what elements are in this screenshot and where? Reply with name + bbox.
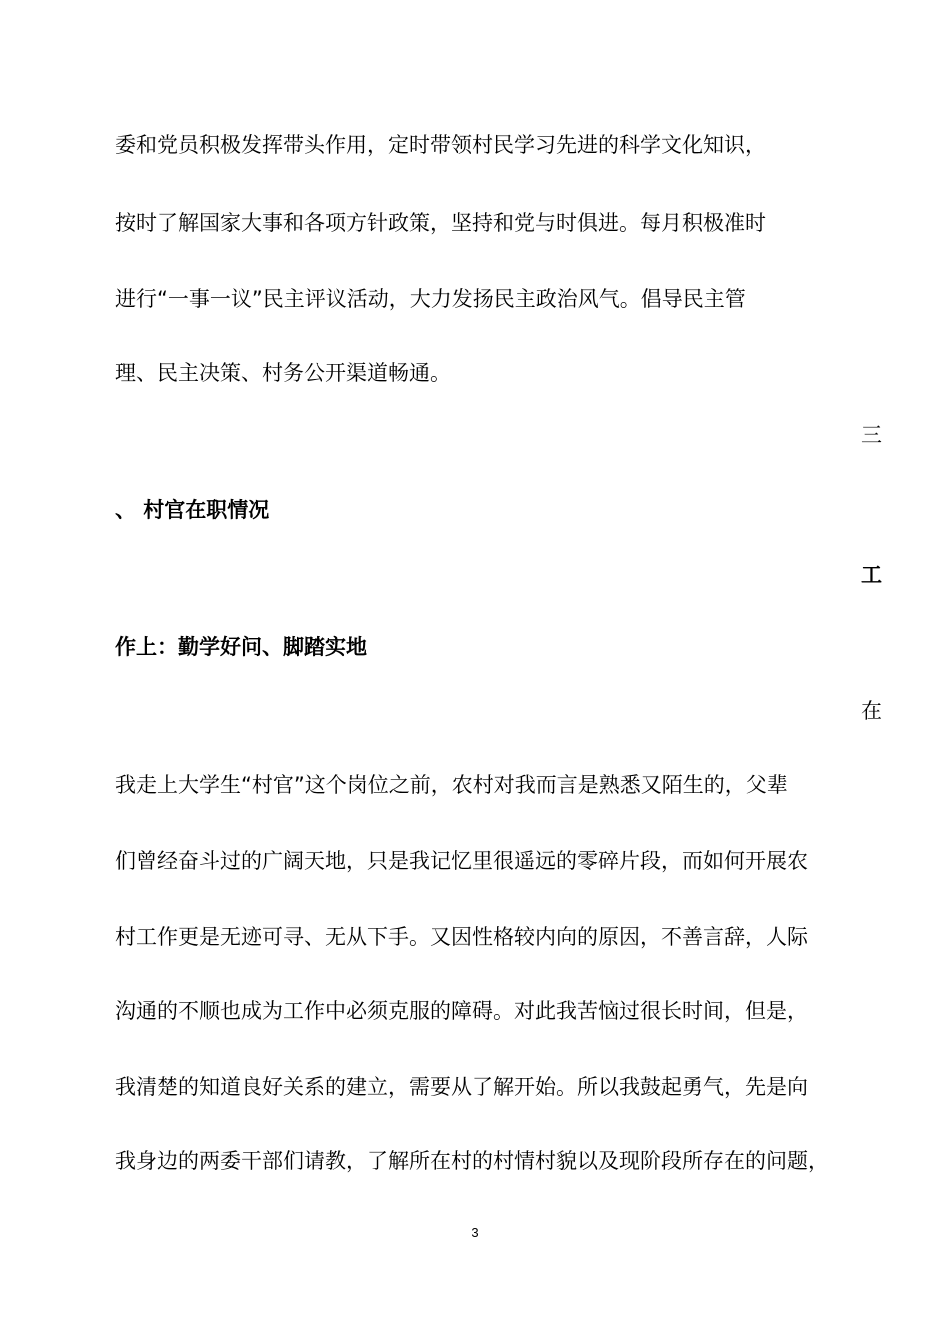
subheading-lead: 工 — [861, 563, 882, 587]
section-heading: 、 村官在职情况 — [115, 498, 270, 522]
page-number: 3 — [471, 1225, 479, 1240]
paragraph-line: 们曾经奋斗过的广阔天地，只是我记忆里很遥远的零碎片段，而如何开展农 — [115, 849, 808, 873]
paragraph-line: 村工作更是无迹可寻、无从下手。又因性格较内向的原因，不善言辞，人际 — [115, 925, 808, 949]
paragraph-line: 按时了解国家大事和各项方针政策，坚持和党与时俱进。每月积极准时 — [115, 211, 766, 235]
subheading: 作上：勤学好问、脚踏实地 — [115, 635, 367, 659]
paragraph-line: 我走上大学生“村官”这个岗位之前，农村对我而言是熟悉又陌生的，父辈 — [115, 773, 788, 797]
paragraph-lead: 在 — [861, 699, 882, 723]
paragraph-line: 委和党员积极发挥带头作用，定时带领村民学习先进的科学文化知识， — [115, 133, 766, 157]
paragraph-line: 沟通的不顺也成为工作中必须克服的障碍。对此我苦恼过很长时间，但是， — [115, 999, 808, 1023]
paragraph-line: 理、民主决策、村务公开渠道畅通。 — [115, 361, 451, 385]
section-number: 三 — [861, 423, 882, 447]
paragraph-line: 我身边的两委干部们请教，了解所在村的村情村貌以及现阶段所存在的问题， — [115, 1149, 829, 1173]
paragraph-line: 进行“一事一议”民主评议活动，大力发扬民主政治风气。倡导民主管 — [115, 287, 746, 311]
paragraph-line: 我清楚的知道良好关系的建立，需要从了解开始。所以我鼓起勇气，先是向 — [115, 1075, 808, 1099]
